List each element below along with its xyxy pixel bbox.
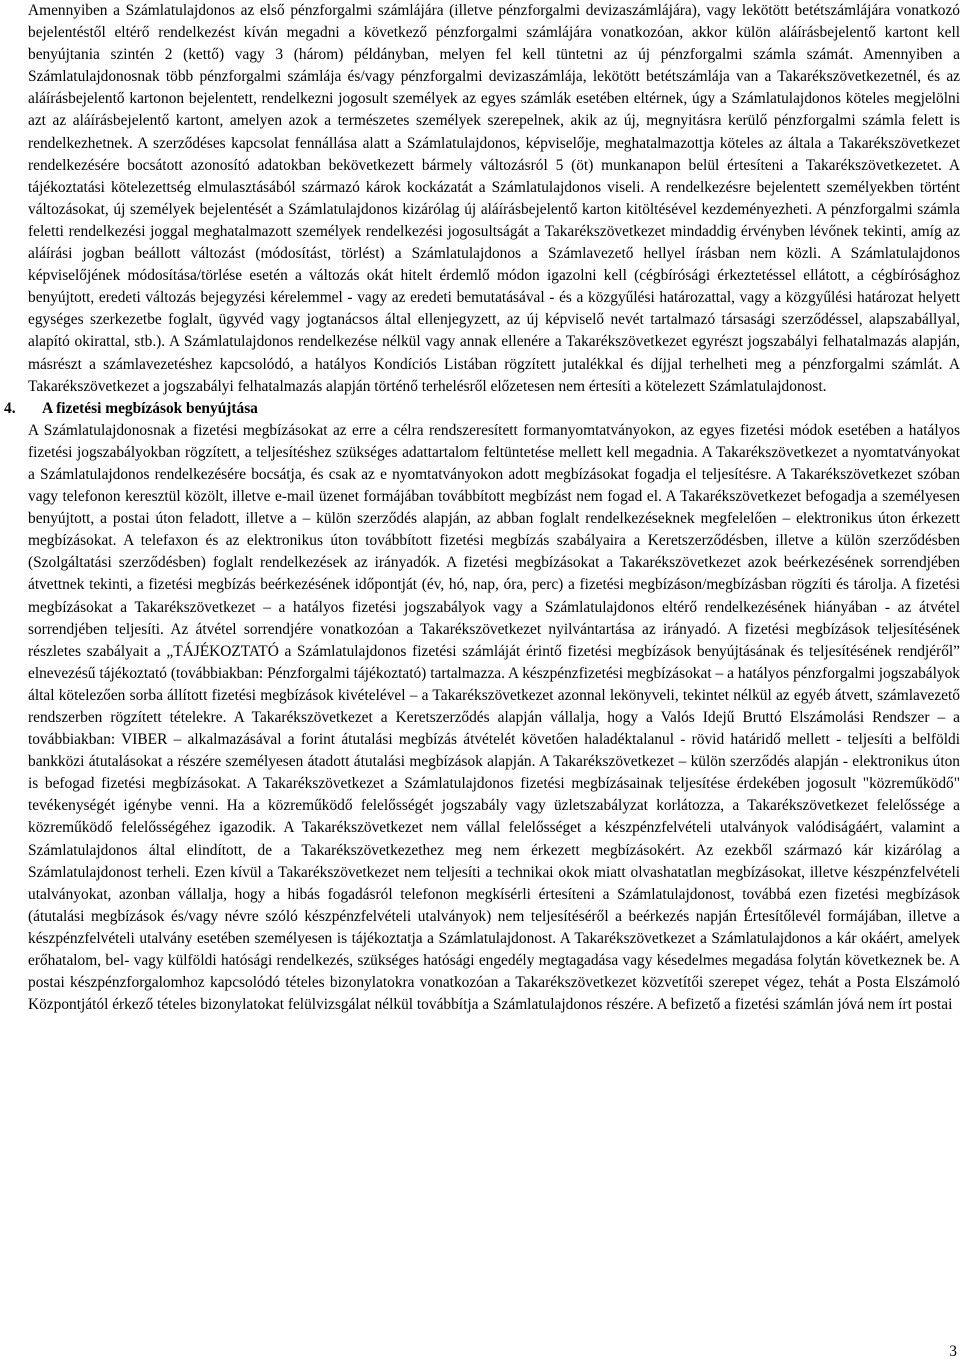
- section-title: A fizetési megbízások benyújtása: [42, 399, 258, 417]
- section-number: 4.: [4, 399, 16, 417]
- section-heading: [4, 398, 960, 420]
- body-paragraph: A Számlatulajdonosnak a fizetési megbízásokat az erre a célra rendszeresített formanyomtatványokon, az egyes fizetési módok esetében a hatályos fizetési jogszabályokban rögzített, a teljesítéshez szükséges adattartalom feltüntetése mellett kell megadnia. A Takarékszövetkezet a nyomtatványokat a Számlatulajdonos rendelkezésére bocsátja, és csak az e nyomtatványokon adott megbízásokat fogadja el teljesítésre. A Takarékszövetkezet szóban vagy telefonon keresztül közölt, illetve e-mail üzenet formájában továbbított megbízást nem fogad el. A Takarékszövetkezet befogadja a személyesen benyújtott, a postai úton feladott, illetve a – külön szerződés alapján, az abban foglalt rendelkezéseknek megfelelően – elektronikus úton érkezett megbízásokat. A telefaxon és az elektronikus úton továbbított fizetési megbízás szabályaira a Keretszerződésben, illetve a külön szerződésben (Szolgáltatási szerződésben) foglalt rendelkezések az irányadók. A fizetési megbízásokat a Takarékszövetkezet azok beérkezésének sorrendjében átvettnek tekinti, a fizetési megbízás beérkezésének időpontját (év, hó, nap, óra, perc) a fizetési megbízáson/megbízásban rögzíti és tárolja. A fizetési megbízásokat a Takarékszövetkezet – a hatályos fizetési jogszabályok vagy a Számlatulajdonos eltérő rendelkezésének hiányában - az átvétel sorrendjében teljesíti. Az átvétel sorrendjére vonatkozóan a Takarékszövetkezet nyilvántartása az irányadó. A fizetési megbízások teljesítésének részletes szabályait a „TÁJÉKOZTATÓ a Számlatulajdonos fizetési számláját érintő fizetési megbízások benyújtásának és teljesítésének rendjéről” elnevezésű tájékoztató (továbbiakban: Pénzforgalmi tájékoztató) tartalmazza. A készpénzfizetési megbízásokat – a hatályos pénzforgalmi jogszabályok által kötelezően sorba állított fizetési megbízások kivételével – a Takarékszövetkezet azonnal lekönyveli, tekintet nélkül az egyéb átvett, számlavezető rendszerben rögzített tételekre. A Takarékszövetkezet a Keretszerződés alapján vállalja, hogy a Valós Idejű Bruttó Elszámolási Rendszer – a továbbiakban: VIBER – alkalmazásával a forint átutalási megbízás átvételét követően haladéktalanul - rövid határidő mellett - teljesíti a belföldi bankközi átutalásokat a részére személyesen átadott átutalási megbízások alapján. A Takarékszövetkezet – külön szerződés alapján - elektronikus úton is befogad fizetési megbízásokat. A Takarékszövetkezet a Számlatulajdonos fizetési megbízásainak teljesítése érdekében jogosult "közreműködő" tevékenységét igénybe venni. Ha a közreműködő felelősségét jogszabály vagy üzletszabályzat korlátozza, a Takarékszövetkezet felelőssége a közreműködő felelősségéhez igazodik. A Takarékszövetkezet nem vállal felelősséget a készpénzfelvételi utalványok valódiságáért, valamint a Számlatulajdonos által elindított, de a Takarékszövetkezethez meg nem érkezett megbízásokért. Az ezekből származó kár kizárólag a Számlatulajdonost terheli. Ezen kívül a Takarékszövetkezet nem teljesíti a technikai okok miatt olvashatatlan megbízásokat, illetve készpénzfelvételi utalványokat, azonban vállalja, hogy a hibás fogadásról telefonon megkísérli értesíteni a Számlatulajdonost, továbbá ezen fizetési megbízások (átutalási megbízások és/vagy névre szóló készpénzfelvételi utalványok) nem teljesítéséről a beérkezés napján Értesítőlevél formájában, illetve a készpénzfelvételi utalvány esetében személyesen is tájékoztatja a Számlatulajdonost. A Takarékszövetkezet a Számlatulajdonos a kár okáért, amelyek erőhatalom, bel- vagy külföldi hatósági rendelkezés, szükséges hatósági engedély megtagadása vagy késedelmes megadása folytán következnek be. A postai készpénzforgalomhoz kapcsolódó tételes bizonylatokra vonatkozóan a Takarékszövetkezet közvetítői szerepet végez, tehát a Posta Elszámoló Központjától érkező tételes bizonylatokat felülvizsgálat nélkül továbbítja a Számlatulajdonos részére. A befizető a fizetési számlán jóvá nem írt postai: [28, 421, 960, 1014]
- document-page: [4, 0, 960, 1016]
- page-number: 3: [949, 1343, 957, 1360]
- body-paragraph: Amennyiben a Számlatulajdonos az első pénzforgalmi számlájára (illetve pénzforgalmi devizaszámlájára), vagy lekötött betétszámlájára vonatkozó bejelentéstől eltérő rendelkezést kíván megadni a következő pénzforgalmi számlájára vonatkozóan, akkor külön aláírásbejelentő kartont kell benyújtania szintén 2 (kettő) vagy 3 (három) példányban, melyen fel kell tüntetni az új pénzforgalmi számla számát. Amennyiben a Számlatulajdonosnak több pénzforgalmi számlája és/vagy pénzforgalmi devizaszámlája, lekötött betétszámlája van a Takarékszövetkezetnél, és az aláírásbejelentő kartonon bejelentett, rendelkezni jogosult személyek az egyes számlák esetében eltérnek, úgy a Számlatulajdonos köteles megjelölni azt az aláírásbejelentő kartont, amelyen azok a természetes személyek szerepelnek, akik az új, megnyitásra kerülő pénzforgalmi számla felett is rendelkezhetnek. A szerződéses kapcsolat fennállása alatt a Számlatulajdonos, képviselője, meghatalmazottja köteles az általa a Takarékszövetkezet rendelkezésére bocsátott azonosító adatokban bekövetkezett bármely változásról 5 (öt) munkanapon belül értesíteni a Takarékszövetkezetet. A tájékoztatási kötelezettség elmulasztásából származó károk kockázatát a Számlatulajdonos viseli. A rendelkezésre bejelentett személyekben történt változásokat, új személyek bejelentését a Számlatulajdonos kizárólag új aláírásbejelentő karton kitöltésével kezdeményezheti. A pénzforgalmi számla feletti rendelkezési joggal meghatalmazott személyek rendelkezési jogosultságát a Takarékszövetkezet mindaddig érvényben lévőnek tekinti, amíg az aláírási jogban beállott változást (módosítást, törlést) a Számlatulajdonos a Számlavezető hellyel írásban nem közli. A Számlatulajdonos képviselőjének módosítása/törlése esetén a változás okát hitelt érdemlő módon igazolni kell (cégbírósági érkeztetéssel ellátott, a cégbírósághoz benyújtott, eredeti változás bejegyzési kérelemmel - vagy az eredeti bemutatásával - és a közgyűlési határozattal, vagy a közgyűlési határozat helyett egységes szerkezetbe foglalt, ügyvéd vagy jogtanácsos által ellenjegyzett, az új képviselő nevét tartalmazó társasági szerződéssel, alapszabállyal, alapító okirattal, stb.). A Számlatulajdonos rendelkezése nélkül vagy annak ellenére a Takarékszövetkezet egyrészt jogszabályi felhatalmazás alapján, másrészt a számlavezetéshez kapcsolódó, a hatályos Kondíciós Listában rögzített jutalékkal és díjjal terhelheti meg a pénzforgalmi számlát. A Takarékszövetkezet a jogszabályi felhatalmazás alapján történő terhelésről előzetesen nem értesíti a kötelezett Számlatulajdonost.: [28, 2, 960, 395]
